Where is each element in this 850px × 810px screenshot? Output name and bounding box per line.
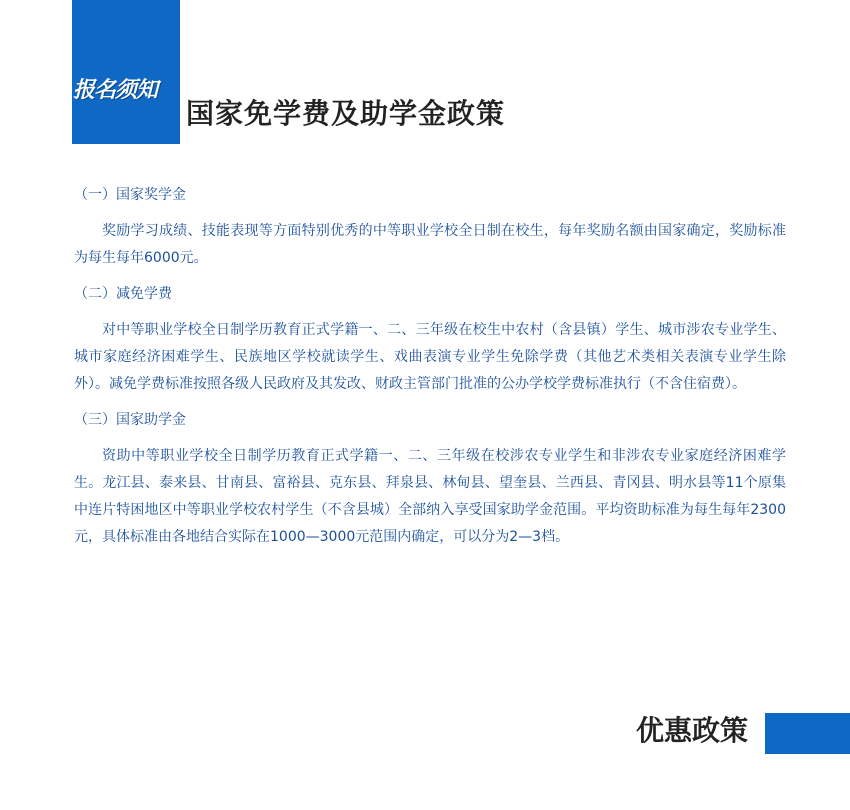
section-heading: （一）国家奖学金 <box>74 187 186 203</box>
header-accent-block <box>72 0 180 144</box>
footer-accent-block <box>765 713 850 754</box>
policy-content <box>74 182 786 560</box>
section-heading: （三）国家助学金 <box>74 412 186 428</box>
section-paragraph: 对中等职业学校全日制学历教育正式学籍一、二、三年级在校生中农村（含县镇）学生、城市涉农专业学生、城市家庭经济困难学生、民族地区学校就读学生、戏曲表演专业学生免除学费（其他艺术类相关表演专业学生除外）。减免学费标准按照各级人民政府及其发改、财政主管部门批准的公办学校学费标准执行（不含住宿费）。 <box>74 322 786 392</box>
section-tuition-waiver <box>74 281 786 398</box>
section-paragraph: 奖励学习成绩、技能表现等方面特别优秀的中等职业学校全日制在校生，每年奖励名额由国家确定，奖励标准为每生每年6000元。 <box>74 223 786 266</box>
page-title: 国家免学费及助学金政策 <box>186 97 506 130</box>
footer-label: 优惠政策 <box>636 714 749 747</box>
section-paragraph: 资助中等职业学校全日制学历教育正式学籍一、二、三年级在校涉农专业学生和非涉农专业家庭经济困难学生。龙江县、泰来县、甘南县、富裕县、克东县、拜泉县、林甸县、望奎县、兰西县、青冈县、明水县等11个原集中连片特困地区中等职业学校农村学生（不含县城）全部纳入享受国家助学金范围。平均资助标准为每生每年2300元，具体标准由各地结合实际在1000—3000元范围内确定，可以分为2—3档。 <box>74 448 786 545</box>
section-heading: （二）减免学费 <box>74 286 172 302</box>
section-tag: 报名须知 <box>73 78 158 103</box>
section-scholarship <box>74 182 786 272</box>
section-grant <box>74 407 786 551</box>
